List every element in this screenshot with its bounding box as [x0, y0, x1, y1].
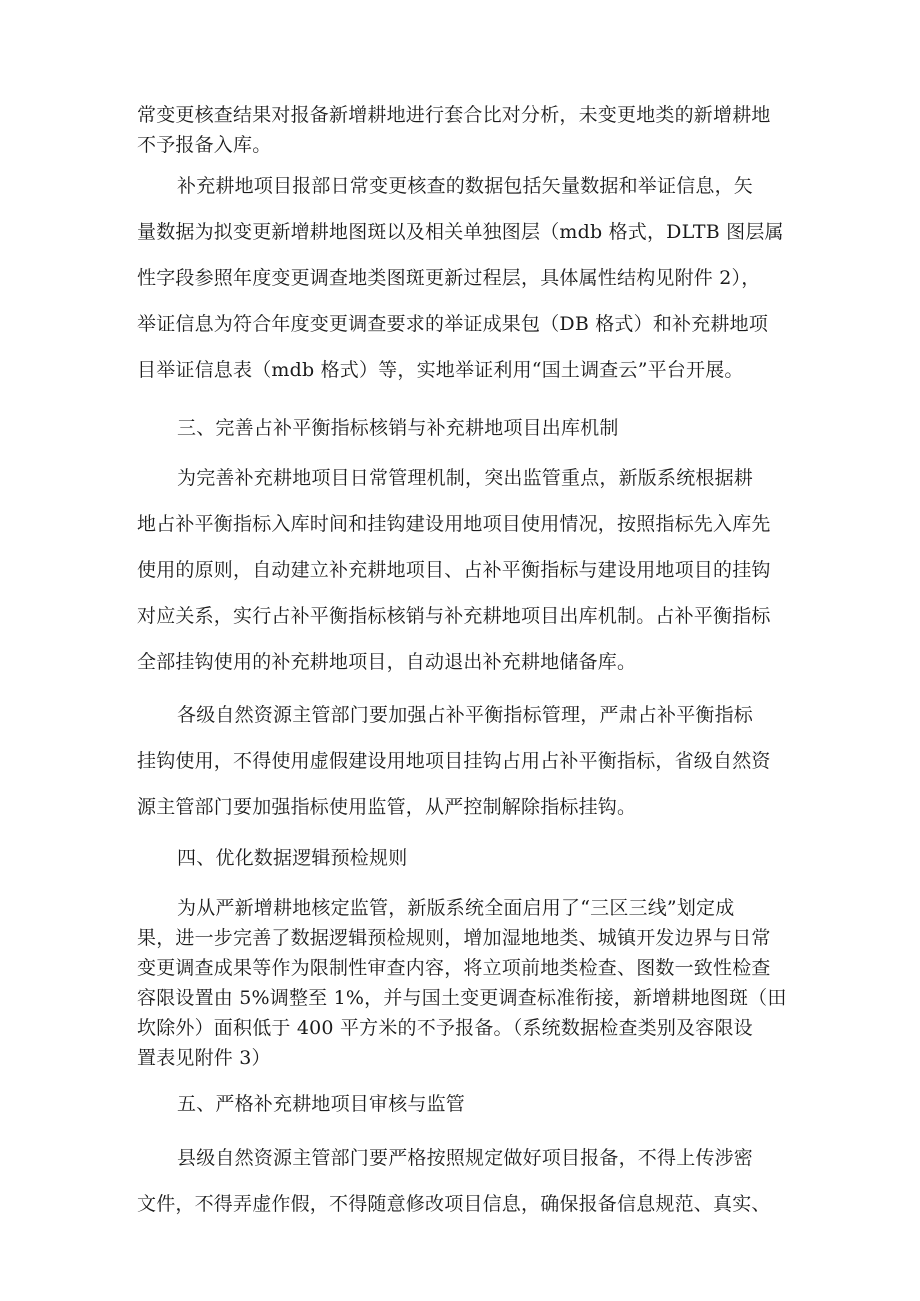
heading-text: 五、严格补充耕地项目审核与监管 — [177, 1093, 466, 1115]
text-line: 常变更核查结果对报备新增耕地进行套合比对分析，未变更地类的新增耕地 — [137, 104, 771, 126]
paragraph-3 — [137, 455, 797, 685]
text-line: 挂钩使用，不得使用虚假建设用地项目挂钩占用占补平衡指标，省级自然资 — [137, 750, 771, 772]
text-line: 举证信息为符合年度变更调查要求的举证成果包（DB 格式）和补充耕地项 — [137, 313, 769, 335]
text-line: 全部挂钩使用的补充耕地项目，自动退出补充耕地储备库。 — [137, 651, 637, 673]
heading-text: 四、优化数据逻辑预检规则 — [177, 847, 408, 869]
paragraph-6 — [137, 1135, 797, 1227]
text-line: 地占补平衡指标入库时间和挂钩建设用地项目使用情况，按照指标先入库先 — [137, 513, 771, 535]
text-line: 量数据为拟变更新增耕地图斑以及相关单独图层（mdb 格式，DLTB 图层属 — [137, 221, 784, 243]
text-line: 置表见附件 3） — [137, 1047, 271, 1069]
text-line: 使用的原则，自动建立补充耕地项目、占补平衡指标与建设用地项目的挂钩 — [137, 559, 771, 581]
text-line: 各级自然资源主管部门要加强占补平衡指标管理，严肃占补平衡指标 — [177, 704, 754, 726]
text-line: 不予报备入库。 — [137, 134, 272, 156]
text-line: 变更调查成果等作为限制性审查内容，将立项前地类检查、图数一致性检查 — [137, 957, 771, 979]
paragraph-2 — [137, 163, 797, 393]
text-line: 容限设置由 5%调整至 1%，并与国土变更调查标准衔接，新增耕地图斑（田 — [137, 987, 787, 1009]
text-line: 坎除外）面积低于 400 平方米的不予报备。（系统数据检查类别及容限设 — [137, 1017, 753, 1039]
paragraph-5 — [137, 893, 797, 1073]
section-heading-3 — [137, 405, 797, 451]
text-line: 县级自然资源主管部门要严格按照规定做好项目报备，不得上传涉密 — [177, 1147, 754, 1169]
text-line: 性字段参照年度变更调查地类图斑更新过程层，具体属性结构见附件 2）， — [137, 267, 761, 289]
text-line: 对应关系，实行占补平衡指标核销与补充耕地项目出库机制。占补平衡指标 — [137, 605, 771, 627]
text-line: 果，进一步完善了数据逻辑预检规则，增加湿地地类、城镇开发边界与日常 — [137, 927, 771, 949]
text-line: 为从严新增耕地核定监管，新版系统全面启用了“三区三线”划定成 — [177, 897, 735, 919]
text-line: 目举证信息表（mdb 格式）等，实地举证利用“国土调查云”平台开展。 — [137, 359, 744, 381]
section-heading-5 — [137, 1081, 797, 1127]
section-heading-4 — [137, 835, 797, 881]
paragraph-4 — [137, 692, 797, 830]
text-line: 补充耕地项目报部日常变更核查的数据包括矢量数据和举证信息，矢 — [177, 175, 754, 197]
text-line: 为完善补充耕地项目日常管理机制，突出监管重点，新版系统根据耕 — [177, 467, 754, 489]
heading-text: 三、完善占补平衡指标核销与补充耕地项目出库机制 — [177, 417, 619, 439]
text-line: 源主管部门要加强指标使用监管，从严控制解除指标挂钩。 — [137, 796, 637, 818]
text-line: 文件，不得弄虚作假，不得随意修改项目信息，确保报备信息规范、真实、 — [137, 1193, 771, 1215]
paragraph-1 — [137, 100, 797, 160]
